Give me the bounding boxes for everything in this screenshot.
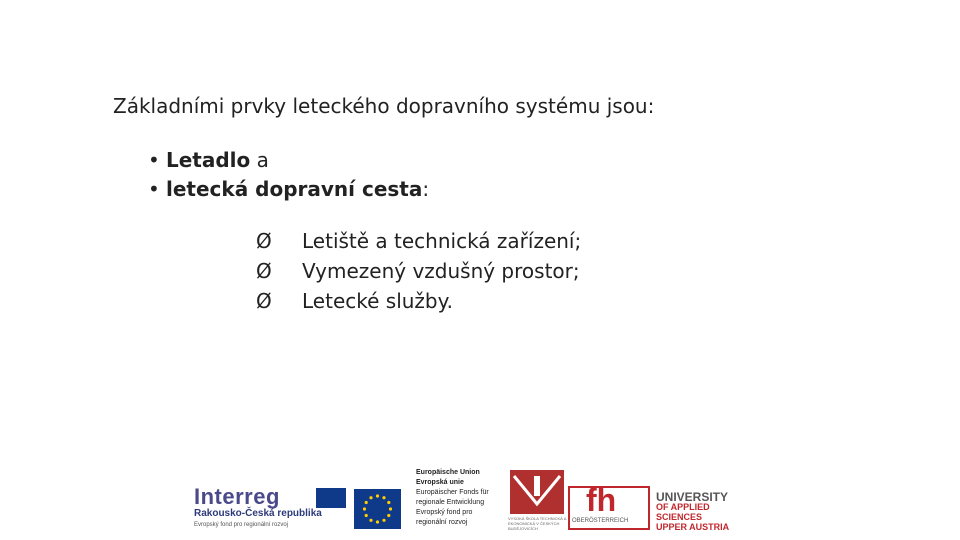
bullet-list	[148, 146, 429, 204]
eu-funding-text	[416, 468, 489, 528]
university-logo-text	[656, 492, 750, 532]
vste-subtitle: VYSOKÁ ŠKOLA TECHNICKÁ A EKONOMICKÁ V ČESKÝCH BUDĚJOVICÍCH	[508, 516, 567, 531]
eu-line: Europäischer Fonds für	[416, 489, 489, 496]
sub-item-text: Letiště a technická zařízení;	[302, 229, 582, 253]
partner-logos	[190, 466, 750, 532]
fh-subtitle: OBERÖSTERREICH	[572, 518, 629, 524]
bullet-item	[148, 146, 429, 175]
eu-line: Europäische Union	[416, 469, 480, 476]
bullet-rest-text: :	[422, 177, 430, 201]
eu-line: regionální rozvoj	[416, 519, 468, 526]
bullet-marker: •	[148, 177, 160, 201]
interreg-tagline: Evropský fond pro regionální rozvoj	[194, 522, 289, 528]
eu-line: Evropská unie	[416, 479, 464, 486]
bullet-bold-text: Letadlo	[166, 148, 251, 172]
eu-line: Evropský fond pro	[416, 509, 473, 516]
arrow-bullet-icon: Ø	[256, 289, 272, 313]
eu-flag-icon	[354, 489, 401, 529]
arrow-bullet-icon: Ø	[256, 259, 272, 283]
sub-list	[256, 226, 581, 316]
intro-text: Základními prvky leteckého dopravního systému jsou:	[113, 94, 655, 118]
arrow-bullet-icon: Ø	[256, 229, 272, 253]
bullet-item	[148, 175, 429, 204]
eu-flag-small-icon	[316, 488, 346, 508]
bullet-bold-text: letecká dopravní cesta	[166, 177, 423, 201]
university-line: OF APPLIED SCIENCES	[656, 502, 710, 522]
interreg-wordmark: Interreg	[194, 484, 280, 509]
sub-list-item	[256, 286, 581, 316]
sub-list-item	[256, 256, 581, 286]
interreg-country: Rakousko-Česká republika	[194, 508, 322, 519]
university-line: UPPER AUSTRIA	[656, 522, 730, 532]
sub-item-text: Letecké služby.	[302, 289, 453, 313]
vste-logo-icon	[510, 470, 564, 514]
fh-logo: fh	[586, 482, 617, 518]
university-line: UNIVERSITY	[656, 490, 729, 504]
sub-item-text: Vymezený vzdušný prostor;	[302, 259, 580, 283]
bullet-marker: •	[148, 148, 160, 172]
bullet-rest-text: a	[250, 148, 269, 172]
eu-line: regionale Entwicklung	[416, 499, 485, 506]
sub-list-item	[256, 226, 581, 256]
